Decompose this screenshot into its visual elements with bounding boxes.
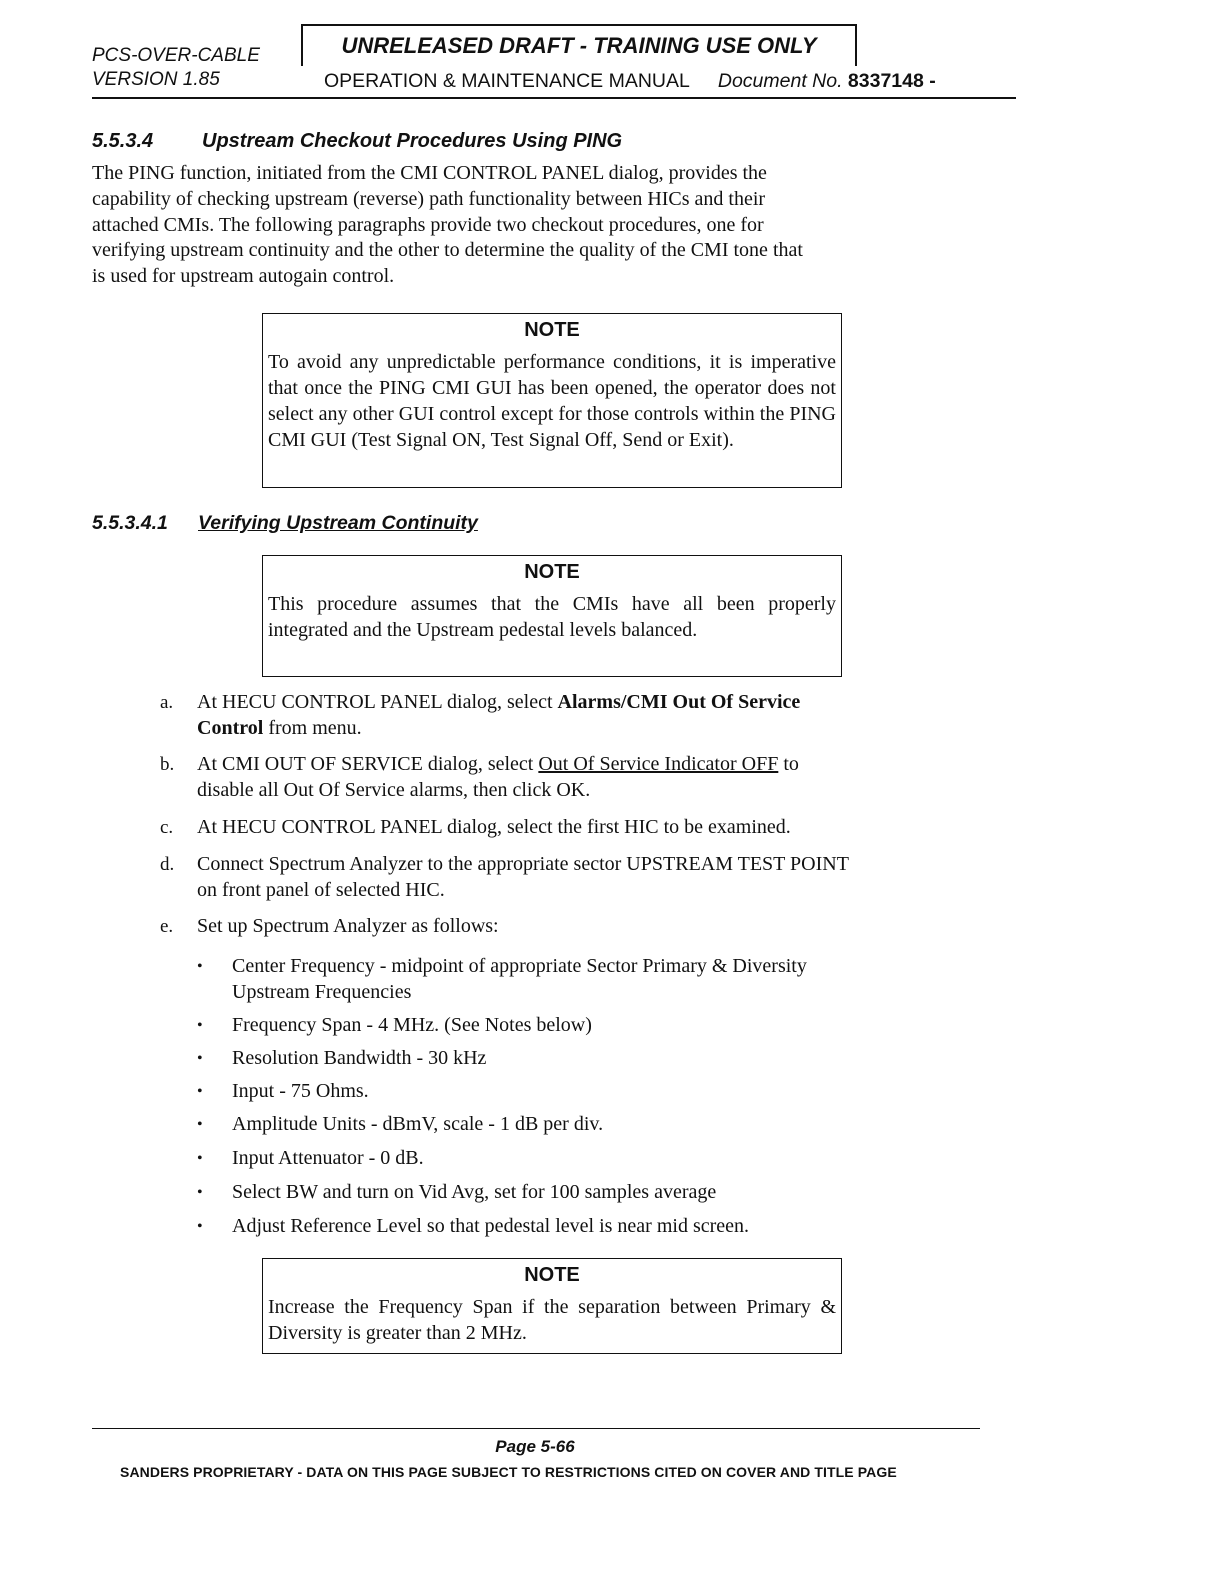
bullet-icon: •: [197, 958, 203, 975]
step-text-part: on front panel of selected HIC.: [197, 878, 445, 901]
intro-line: is used for upstream autogain control.: [92, 265, 395, 288]
step-text: [197, 852, 849, 903]
intro-line: capability of checking upstream (reverse) path functionality between HICs and their: [92, 187, 766, 210]
intro-line: The PING function, initiated from the CMI CONTROL PANEL dialog, provides the: [92, 162, 767, 184]
bullet-text: Upstream Frequencies: [232, 980, 412, 1003]
menu-path-bold: Alarms/CMI Out Of Service: [557, 691, 801, 713]
document-header-left: [92, 44, 260, 92]
note-text: To avoid any unpredictable performance conditions, it is imperative that once the PING CMI GUI has been opened, the operator does not select any other GUI control except for those controls within the PING CMI GUI (Test Signal ON, Test Signal Off, Send or Exit).: [268, 351, 836, 451]
page-number: Page 5-66: [495, 1437, 575, 1456]
bullet-text: Amplitude Units - dBmV, scale - 1 dB per div.: [232, 1113, 604, 1135]
note-title: NOTE: [524, 1264, 580, 1286]
step-letter: d.: [160, 854, 175, 875]
step-text: [197, 690, 800, 741]
note-title: NOTE: [524, 319, 580, 341]
note-title: NOTE: [524, 561, 580, 583]
document-number: 8337148 -: [847, 70, 936, 92]
step-text-part: to: [778, 753, 799, 775]
bullet-icon: •: [197, 1116, 203, 1133]
menu-path-bold: Control: [197, 716, 264, 739]
step-text: [197, 752, 799, 803]
draft-banner: UNRELEASED DRAFT - TRAINING USE ONLY: [301, 24, 857, 66]
step-text-part: from menu.: [263, 716, 362, 739]
step-text-part: At HECU CONTROL PANEL dialog, select: [197, 691, 558, 713]
step-letter: e.: [160, 916, 174, 937]
bullet-icon: •: [197, 1218, 203, 1235]
step-text-part: disable all Out Of Service alarms, then click OK.: [197, 778, 591, 801]
bullet-icon: •: [197, 1017, 203, 1034]
section-intro-paragraph: [92, 161, 1012, 290]
note-box-frequency-span: [262, 1258, 842, 1354]
note-text: This procedure assumes that the CMIs have all been properly integrated and the Upstream pedestal levels balanced.: [268, 593, 836, 641]
bullet-icon: •: [197, 1050, 203, 1067]
step-letter: c.: [160, 817, 174, 838]
header-divider: [92, 97, 1016, 99]
bullet-icon: •: [197, 1083, 203, 1100]
manual-title: OPERATION & MAINTENANCE MANUAL: [324, 70, 690, 92]
step-text-part: At CMI OUT OF SERVICE dialog, select: [197, 753, 539, 775]
intro-line: attached CMIs. The following paragraphs provide two checkout procedures, one for: [92, 213, 764, 236]
bullet-icon: •: [197, 1150, 203, 1167]
option-underlined: Out Of Service Indicator OFF: [538, 753, 779, 775]
subsection-number: 5.5.3.4.1: [92, 512, 168, 534]
document-number-label: Document No.: [717, 70, 843, 92]
step-letter: a.: [160, 692, 174, 713]
bullet-text: Input - 75 Ohms.: [232, 1080, 369, 1102]
section-number: 5.5.3.4: [92, 130, 154, 152]
bullet-text: Input Attenuator - 0 dB.: [232, 1147, 424, 1169]
manual-title-line: [324, 70, 936, 93]
version-label: VERSION 1.85: [92, 69, 220, 90]
section-heading: [92, 130, 622, 153]
subsection-title: Verifying Upstream Continuity: [198, 512, 478, 534]
note-box-ping-warning: [262, 313, 842, 488]
bullet-text: Frequency Span - 4 MHz. (See Notes below): [232, 1014, 592, 1036]
step-text: [197, 914, 499, 940]
step-text-part: Connect Spectrum Analyzer to the appropriate sector UPSTREAM TEST POINT: [197, 853, 849, 875]
bullet-text: Select BW and turn on Vid Avg, set for 100 samples average: [232, 1181, 717, 1203]
footer-divider: [92, 1428, 980, 1429]
proprietary-notice: SANDERS PROPRIETARY - DATA ON THIS PAGE SUBJECT TO RESTRICTIONS CITED ON COVER AND TITLE PAGE: [120, 1464, 897, 1480]
step-text-part: Set up Spectrum Analyzer as follows:: [197, 915, 499, 937]
note-box-procedure-assumption: [262, 555, 842, 677]
bullet-text: Center Frequency - midpoint of appropriate Sector Primary & Diversity: [232, 955, 807, 977]
step-text: [197, 815, 791, 841]
subsection-heading: [92, 512, 478, 535]
product-name: PCS-OVER-CABLE: [92, 45, 260, 66]
note-text: Increase the Frequency Span if the separation between Primary & Diversity is greater than 2 MHz.: [268, 1296, 836, 1344]
bullet-text: Adjust Reference Level so that pedestal level is near mid screen.: [232, 1215, 750, 1237]
section-title: Upstream Checkout Procedures Using PING: [202, 130, 623, 152]
bullet-icon: •: [197, 1184, 203, 1201]
step-text-part: At HECU CONTROL PANEL dialog, select the first HIC to be examined.: [197, 816, 791, 838]
intro-line: verifying upstream continuity and the other to determine the quality of the CMI tone that: [92, 239, 803, 262]
step-letter: b.: [160, 754, 175, 775]
bullet-text: Resolution Bandwidth - 30 kHz: [232, 1047, 487, 1069]
